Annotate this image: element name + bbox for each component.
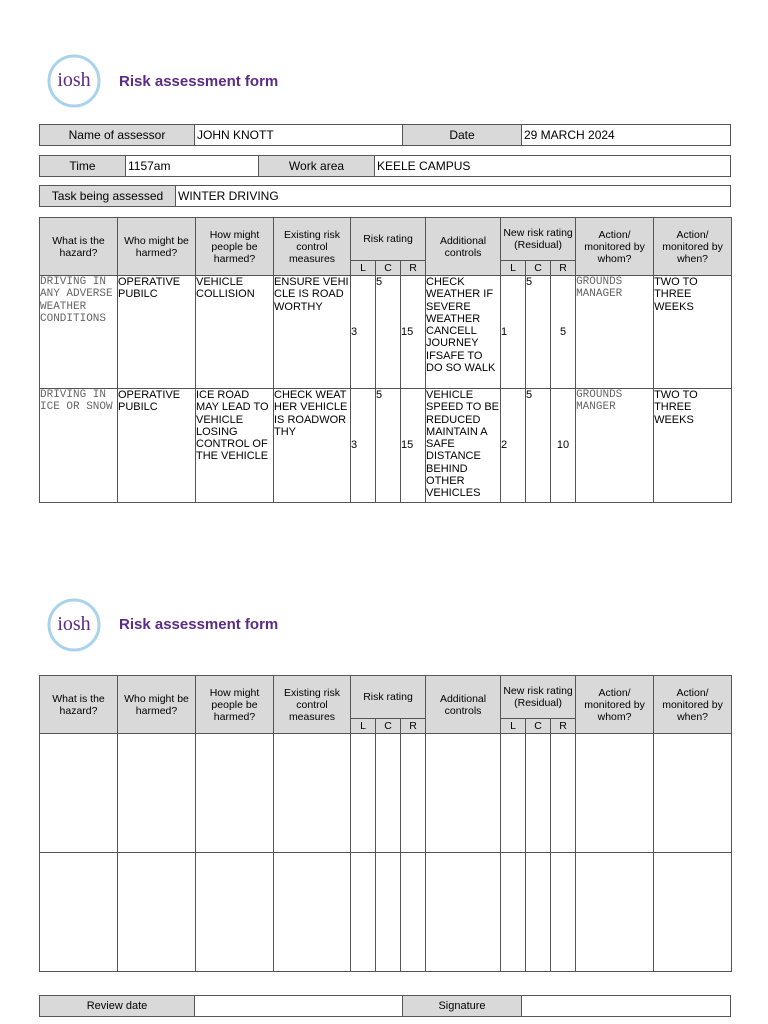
risk-r-cell[interactable]: 15 [401, 276, 426, 389]
svg-text:iosh: iosh [57, 613, 91, 635]
col-action-when: Action/ monitored by when? [654, 676, 732, 734]
new-r-cell[interactable]: 10 [551, 389, 576, 503]
time-row [39, 155, 731, 177]
col-r: R [401, 261, 426, 276]
assessor-row [39, 124, 731, 146]
col-who: Who might be harmed? [118, 218, 196, 276]
empty-cell[interactable] [426, 853, 501, 972]
time-value[interactable]: 1157am [126, 156, 259, 177]
empty-cell[interactable] [501, 734, 526, 853]
risk-table-2 [39, 675, 732, 972]
new-c-cell[interactable]: 5 [526, 389, 551, 503]
work-area-label: Work area [259, 156, 375, 177]
when-cell[interactable]: TWO TO THREE WEEKS [654, 389, 732, 503]
how-cell[interactable]: ICE ROAD MAY LEAD TO VEHICLE LOSING CONTROL OF THE VEHICLE [196, 389, 274, 503]
col-l: L [351, 261, 376, 276]
task-value[interactable]: WINTER DRIVING [176, 186, 731, 207]
signature-value[interactable] [522, 996, 731, 1017]
empty-cell[interactable] [654, 853, 732, 972]
col-who: Who might be harmed? [118, 676, 196, 734]
table-row [40, 276, 732, 389]
col-new-c: C [526, 719, 551, 734]
col-risk-rating: Risk rating [351, 676, 426, 719]
table-row [40, 734, 732, 853]
hazard-cell[interactable]: DRIVING IN ANY ADVERSE WEATHER CONDITIONS [40, 276, 118, 389]
additional-cell[interactable]: VEHICLE SPEED TO BE REDUCED MAINTAIN A SAFE DISTANCE BEHIND OTHER VEHICLES [426, 389, 501, 503]
form-title-2: Risk assessment form [119, 616, 279, 633]
risk-c-cell[interactable]: 5 [376, 389, 401, 503]
task-row [39, 185, 731, 207]
assessor-label: Name of assessor [40, 125, 195, 146]
empty-cell[interactable] [376, 853, 401, 972]
col-existing: Existing risk control measures [274, 218, 351, 276]
iosh-logo-2 [46, 597, 102, 653]
col-hazard: What is the hazard? [40, 218, 118, 276]
empty-cell[interactable] [118, 734, 196, 853]
review-date-value[interactable] [195, 996, 403, 1017]
empty-cell[interactable] [526, 853, 551, 972]
col-additional: Additional controls [426, 218, 501, 276]
col-existing: Existing risk control measures [274, 676, 351, 734]
task-label: Task being assessed [40, 186, 176, 207]
col-action-whom: Action/ monitored by whom? [576, 676, 654, 734]
empty-cell[interactable] [401, 853, 426, 972]
empty-cell[interactable] [351, 734, 376, 853]
who-cell[interactable]: OPERATIVE PUBILC [118, 389, 196, 503]
additional-cell[interactable]: CHECK WEATHER IF SEVERE WEATHER CANCELL JOURNEY IFSAFE TO DO SO WALK [426, 276, 501, 389]
empty-cell[interactable] [274, 853, 351, 972]
empty-cell[interactable] [196, 734, 274, 853]
time-label: Time [40, 156, 126, 177]
form-title: Risk assessment form [119, 73, 279, 90]
whom-cell[interactable]: GROUNDS MANAGER [576, 276, 654, 389]
empty-cell[interactable] [551, 734, 576, 853]
empty-cell[interactable] [551, 853, 576, 972]
empty-cell[interactable] [426, 734, 501, 853]
review-date-label: Review date [40, 996, 195, 1017]
empty-cell[interactable] [526, 734, 551, 853]
review-row [39, 995, 731, 1017]
empty-cell[interactable] [576, 734, 654, 853]
existing-cell[interactable]: ENSURE VEHICLE IS ROADWORTHY [274, 276, 351, 389]
col-r: R [401, 719, 426, 734]
col-new-l: L [501, 719, 526, 734]
empty-cell[interactable] [576, 853, 654, 972]
empty-cell[interactable] [196, 853, 274, 972]
existing-cell[interactable]: CHECK WEATHER VEHICLE IS ROADWORTHY [274, 389, 351, 503]
empty-cell[interactable] [501, 853, 526, 972]
risk-c-cell[interactable]: 5 [376, 276, 401, 389]
empty-cell[interactable] [40, 853, 118, 972]
hazard-cell[interactable]: DRIVING IN ICE OR SNOW [40, 389, 118, 503]
risk-table-1 [39, 217, 732, 503]
col-new-r: R [551, 719, 576, 734]
empty-cell[interactable] [351, 853, 376, 972]
col-hazard: What is the hazard? [40, 676, 118, 734]
col-new-r: R [551, 261, 576, 276]
col-l: L [351, 719, 376, 734]
empty-cell[interactable] [376, 734, 401, 853]
empty-cell[interactable] [654, 734, 732, 853]
col-c: C [376, 719, 401, 734]
whom-cell[interactable]: GROUNDS MANGER [576, 389, 654, 503]
col-new-risk: New risk rating (Residual) [501, 676, 576, 719]
empty-cell[interactable] [401, 734, 426, 853]
col-risk-rating: Risk rating [351, 218, 426, 261]
new-r-cell[interactable]: 5 [551, 276, 576, 389]
risk-l-cell[interactable]: 3 [351, 389, 376, 503]
date-value[interactable]: 29 MARCH 2024 [522, 125, 731, 146]
how-cell[interactable]: VEHICLE COLLISION [196, 276, 274, 389]
assessor-value[interactable]: JOHN KNOTT [195, 125, 403, 146]
col-c: C [376, 261, 401, 276]
empty-cell[interactable] [40, 734, 118, 853]
when-cell[interactable]: TWO TO THREE WEEKS [654, 276, 732, 389]
col-new-c: C [526, 261, 551, 276]
col-new-l: L [501, 261, 526, 276]
work-area-value[interactable]: KEELE CAMPUS [375, 156, 731, 177]
col-action-when: Action/ monitored by when? [654, 218, 732, 276]
who-cell[interactable]: OPERATIVE PUBILC [118, 276, 196, 389]
empty-cell[interactable] [118, 853, 196, 972]
col-additional: Additional controls [426, 676, 501, 734]
col-how: How might people be harmed? [196, 218, 274, 276]
signature-label: Signature [403, 996, 522, 1017]
new-l-cell[interactable]: 1 [501, 276, 526, 389]
new-l-cell[interactable]: 2 [501, 389, 526, 503]
risk-r-cell[interactable]: 15 [401, 389, 426, 503]
table-row [40, 853, 732, 972]
empty-cell[interactable] [274, 734, 351, 853]
risk-l-cell[interactable]: 3 [351, 276, 376, 389]
svg-text:iosh: iosh [57, 69, 91, 91]
date-label: Date [403, 125, 522, 146]
iosh-logo [46, 53, 102, 109]
new-c-cell[interactable]: 5 [526, 276, 551, 389]
col-new-risk: New risk rating (Residual) [501, 218, 576, 261]
col-how: How might people be harmed? [196, 676, 274, 734]
col-action-whom: Action/ monitored by whom? [576, 218, 654, 276]
table-row [40, 389, 732, 503]
